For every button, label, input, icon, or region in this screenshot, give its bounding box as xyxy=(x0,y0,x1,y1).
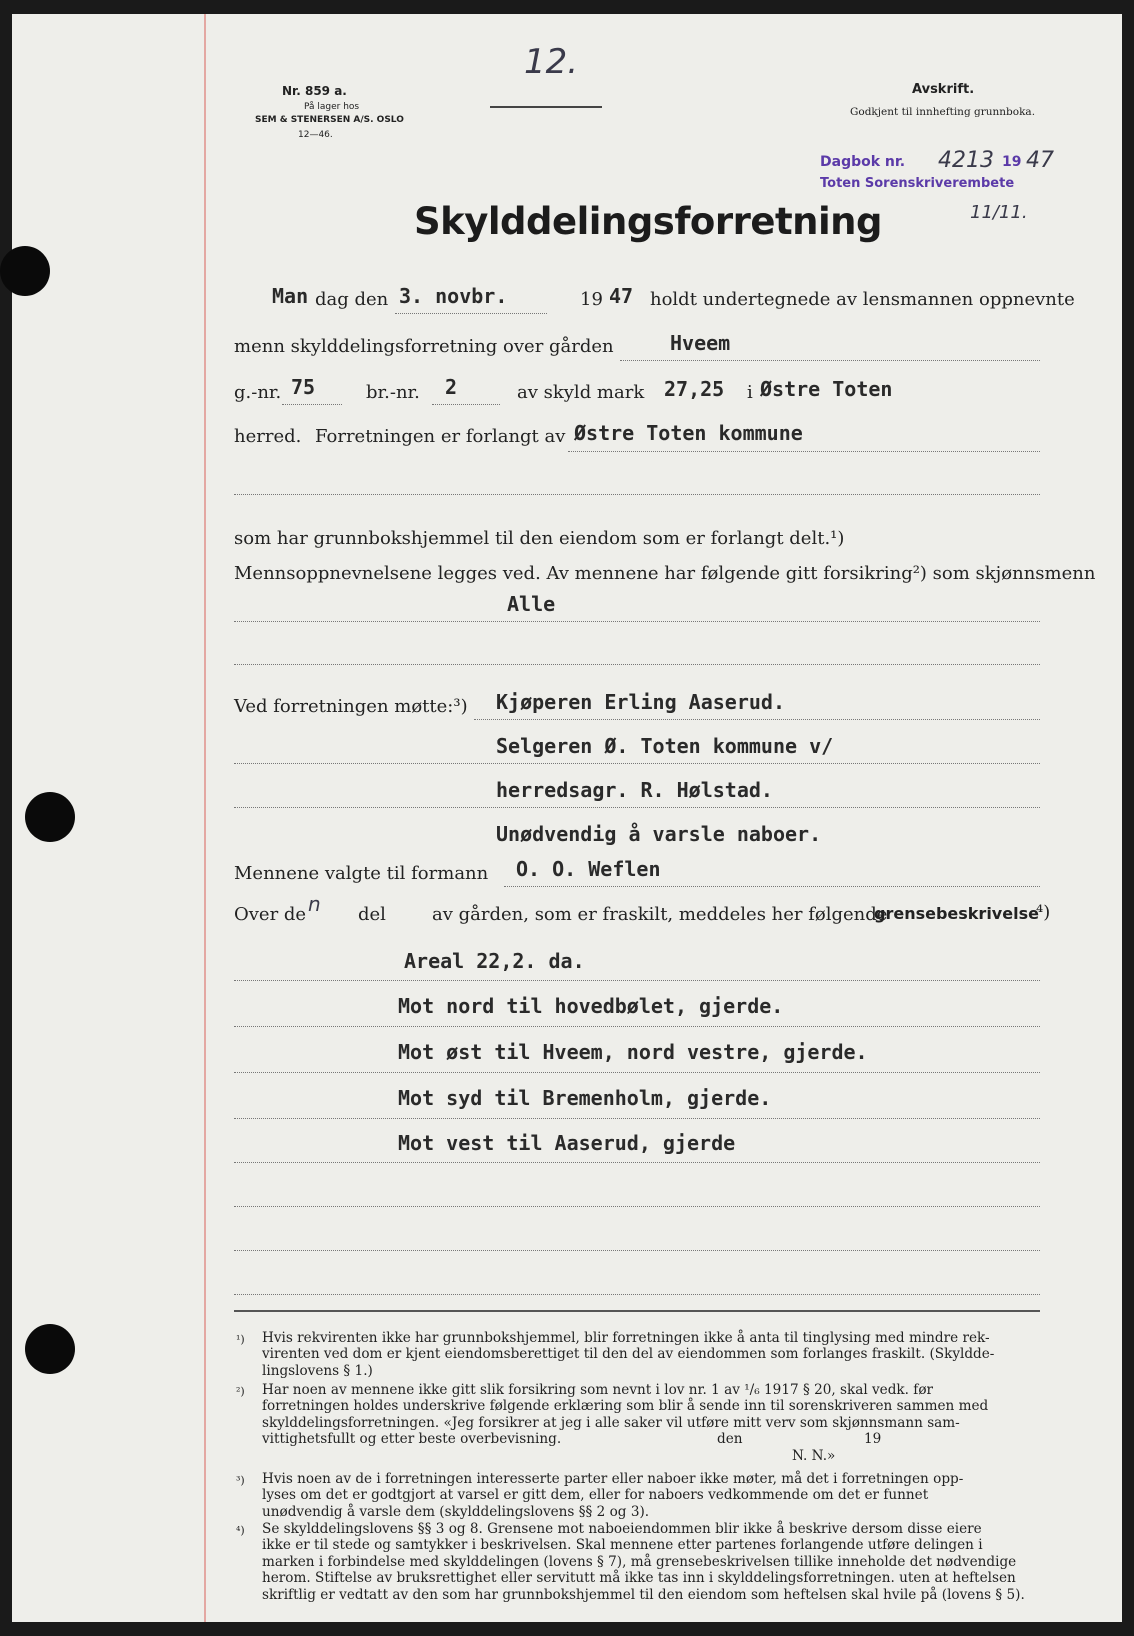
skyld-label: av skyld mark xyxy=(517,382,645,403)
footnote-marker: ³) xyxy=(236,1474,245,1487)
punch-hole-icon xyxy=(0,246,50,296)
requested-dotted-line xyxy=(568,451,1040,452)
attendee-line: Unødvendig å varsle naboer. xyxy=(496,822,822,846)
blank-dotted-line xyxy=(234,1250,1040,1251)
footnote-line: marken i forbindelse med skylddelingen (lovens § 7), må grensebeskrivelsen tillike inneholde det nødvendige xyxy=(262,1553,1017,1570)
boundary-intro: av gården, som er fraskilt, meddeles her følgende xyxy=(432,904,888,925)
boundary-dotted-line xyxy=(234,1072,1040,1073)
attended-label: Ved forretningen møtte:³) xyxy=(234,696,468,717)
footnote-marker: ⁴) xyxy=(236,1524,245,1537)
skyld-value: 27,25 xyxy=(664,377,725,401)
footnote-year: 19 xyxy=(864,1431,882,1447)
footnote-line: skylddelingsforretningen. «Jeg forsikrer at jeg i alle saker vil utføre mitt verv som skjønnsmann sam- xyxy=(262,1414,960,1431)
bnr-dotted-line xyxy=(432,404,500,405)
dagbok-number: 4213 xyxy=(938,148,994,173)
copy-label: Avskrift. xyxy=(912,82,975,97)
herred-name: Østre Toten xyxy=(760,377,893,401)
footnote-line: lingslovens § 1.) xyxy=(262,1362,373,1379)
footnote-line: forretningen holdes underskrive følgende erklæring som blir å sende inn til sorenskriveren sammen med xyxy=(262,1398,989,1415)
publisher-line: På lager hos xyxy=(304,102,360,112)
footnote-line: virenten ved dom er kjent eiendomsberettiget til den del av eiendommen som forlanges fraskilt. (Skyldde- xyxy=(262,1346,995,1363)
assessors-dotted-line xyxy=(234,621,1040,622)
attendee-dotted-line xyxy=(234,807,1040,808)
document-title: Skylddelingsforretning xyxy=(414,200,882,243)
footnote-marker: ²) xyxy=(236,1385,245,1398)
footnote-line: Hvis noen av de i forretningen interesserte parter eller naboer ikke møter, må det i forretningen opp- xyxy=(262,1471,964,1487)
boundary-dotted-line xyxy=(234,1026,1040,1027)
year-value: 47 xyxy=(609,284,634,308)
attendee-line: Kjøperen Erling Aaserud. xyxy=(496,690,785,714)
del-label: del xyxy=(358,904,386,925)
boundary-dotted-line xyxy=(234,1118,1040,1119)
handwritten-page-number: 12. xyxy=(524,42,579,82)
i-label: i xyxy=(747,382,753,403)
court-office-stamp: Toten Sorenskriverembete xyxy=(820,176,1015,191)
publisher-name: SEM & STENERSEN A/S. OSLO xyxy=(255,115,404,125)
bnr-value: 2 xyxy=(445,375,458,399)
footnote-4 xyxy=(262,1521,1040,1603)
footnote-line: Se skylddelingslovens §§ 3 og 8. Grensene mot naboeiendommen blir ikke å beskrive dersom disse eiere xyxy=(262,1521,982,1537)
day-prefix: Man xyxy=(272,284,309,308)
page-number-underline xyxy=(490,106,602,108)
footnote-line: ikke er til stede og samtykker i beskrivelsen. Skal mennene etter partenes forlangende utføre delingen i xyxy=(262,1537,983,1554)
form-number: Nr. 859 a. xyxy=(282,84,347,98)
boundary-bold-label: grensebeskrivelse xyxy=(874,904,1039,923)
requested-by: Østre Toten kommune xyxy=(574,421,803,445)
appointment-text: Mennsoppnevnelsene legges ved. Av mennene har følgende gitt forsikring²) som skjønnsmenn xyxy=(234,563,1096,584)
date-value: 3. novbr. xyxy=(399,284,508,308)
footnote-separator xyxy=(234,1310,1040,1312)
punch-hole-icon xyxy=(25,792,75,842)
chairman-value: O. O. Weflen xyxy=(516,857,661,881)
publisher-date: 12—46. xyxy=(298,130,333,140)
farm-dotted-line xyxy=(620,360,1040,361)
footnote-line: Hvis rekvirenten ikke har grunnbokshjemmel, blir forretningen ikke å anta til tinglysing med mindre rek- xyxy=(262,1330,990,1346)
requested-label: Forretningen er forlangt av xyxy=(315,426,566,447)
date-dotted-line xyxy=(395,313,547,314)
footnote-line: unødvendig å varsle dem (skylddelingslovens §§ 2 og 3). xyxy=(262,1503,650,1520)
herred-label: herred. xyxy=(234,426,302,447)
chairman-label: Mennene valgte til formann xyxy=(234,863,489,884)
over-label: Over de xyxy=(234,904,307,925)
footnote-line: Har noen av mennene ikke gitt slik forsikring som nevnt i lov nr. 1 av ¹/₆ 1917 § 20, skal vedk. før xyxy=(262,1382,934,1398)
footnote-line: herom. Stiftelse av bruksrettighet eller servitutt må ikke tas inn i skylddelingsforretningen. uten at heftelsen xyxy=(262,1570,1016,1587)
footnote-den: den xyxy=(717,1431,743,1447)
boundary-dotted-line xyxy=(234,1162,1040,1163)
footnote-3 xyxy=(262,1471,1040,1520)
footnote-line: lyses om det er godtgjort at varsel er gitt dem, eller for naboers vedkommende om det er funnet xyxy=(262,1487,929,1504)
blank-dotted-line xyxy=(234,494,1040,495)
hjemmel-text: som har grunnbokshjemmel til den eiendom som er forlangt delt.¹) xyxy=(234,528,845,549)
dagbok-year: 47 xyxy=(1026,148,1054,173)
footnote-line: skriftlig er vedtatt av den som har grunnbokshjemmel til den eiendom som heftelsen skal hvile på (lovens § 5). xyxy=(262,1586,1025,1603)
boundary-line: Areal 22,2. da. xyxy=(404,949,585,973)
assessors-value: Alle xyxy=(507,592,556,616)
blank-dotted-line xyxy=(234,1294,1040,1295)
red-margin-line xyxy=(204,14,206,1622)
boundary-line: Mot syd til Bremenholm, gjerde. xyxy=(398,1086,772,1110)
blank-dotted-line xyxy=(234,1206,1040,1207)
boundary-line: Mot vest til Aaserud, gjerde xyxy=(398,1131,736,1155)
boundary-line: Mot øst til Hveem, nord vestre, gjerde. xyxy=(398,1040,868,1064)
blank-dotted-line xyxy=(234,664,1040,665)
attendee-line: Selgeren Ø. Toten kommune v/ xyxy=(496,734,834,758)
boundary-sup: ⁴) xyxy=(1036,902,1051,923)
approval-text: Godkjent til innhefting grunnboka. xyxy=(850,106,1036,118)
attendee-line: herredsagr. R. Hølstad. xyxy=(496,778,773,802)
footnote-signature: N. N.» xyxy=(792,1448,836,1464)
over-handwritten: n xyxy=(308,892,321,916)
farm-name: Hveem xyxy=(670,331,731,355)
chairman-dotted-line xyxy=(504,886,1040,887)
gnr-value: 75 xyxy=(291,375,316,399)
gnr-dotted-line xyxy=(282,404,342,405)
stamp-date: 11/11. xyxy=(970,202,1028,223)
footnote-marker: ¹) xyxy=(236,1333,245,1346)
footnote-2 xyxy=(262,1382,1040,1448)
dagbok-year-prefix: 19 xyxy=(1002,154,1022,170)
boundary-line: Mot nord til hovedbølet, gjerde. xyxy=(398,994,784,1018)
farm-label: menn skylddelingsforretning over gården xyxy=(234,336,614,357)
day-suffix-label: dag den xyxy=(315,289,389,310)
document-page xyxy=(12,14,1122,1622)
footnote-line: vittighetsfullt og etter beste overbevisning. xyxy=(262,1431,562,1448)
dagbok-stamp-label: Dagbok nr. xyxy=(820,154,906,170)
gnr-label: g.-nr. xyxy=(234,382,282,403)
footnote-1 xyxy=(262,1330,1040,1379)
year-prefix: 19 xyxy=(580,289,603,310)
boundary-dotted-line xyxy=(234,980,1040,981)
punch-hole-icon xyxy=(25,1324,75,1374)
attendee-dotted-line xyxy=(234,763,1040,764)
attendee-dotted-line xyxy=(474,719,1040,720)
bnr-label: br.-nr. xyxy=(366,382,420,403)
intro-text: holdt undertegnede av lensmannen oppnevnte xyxy=(650,289,1075,310)
